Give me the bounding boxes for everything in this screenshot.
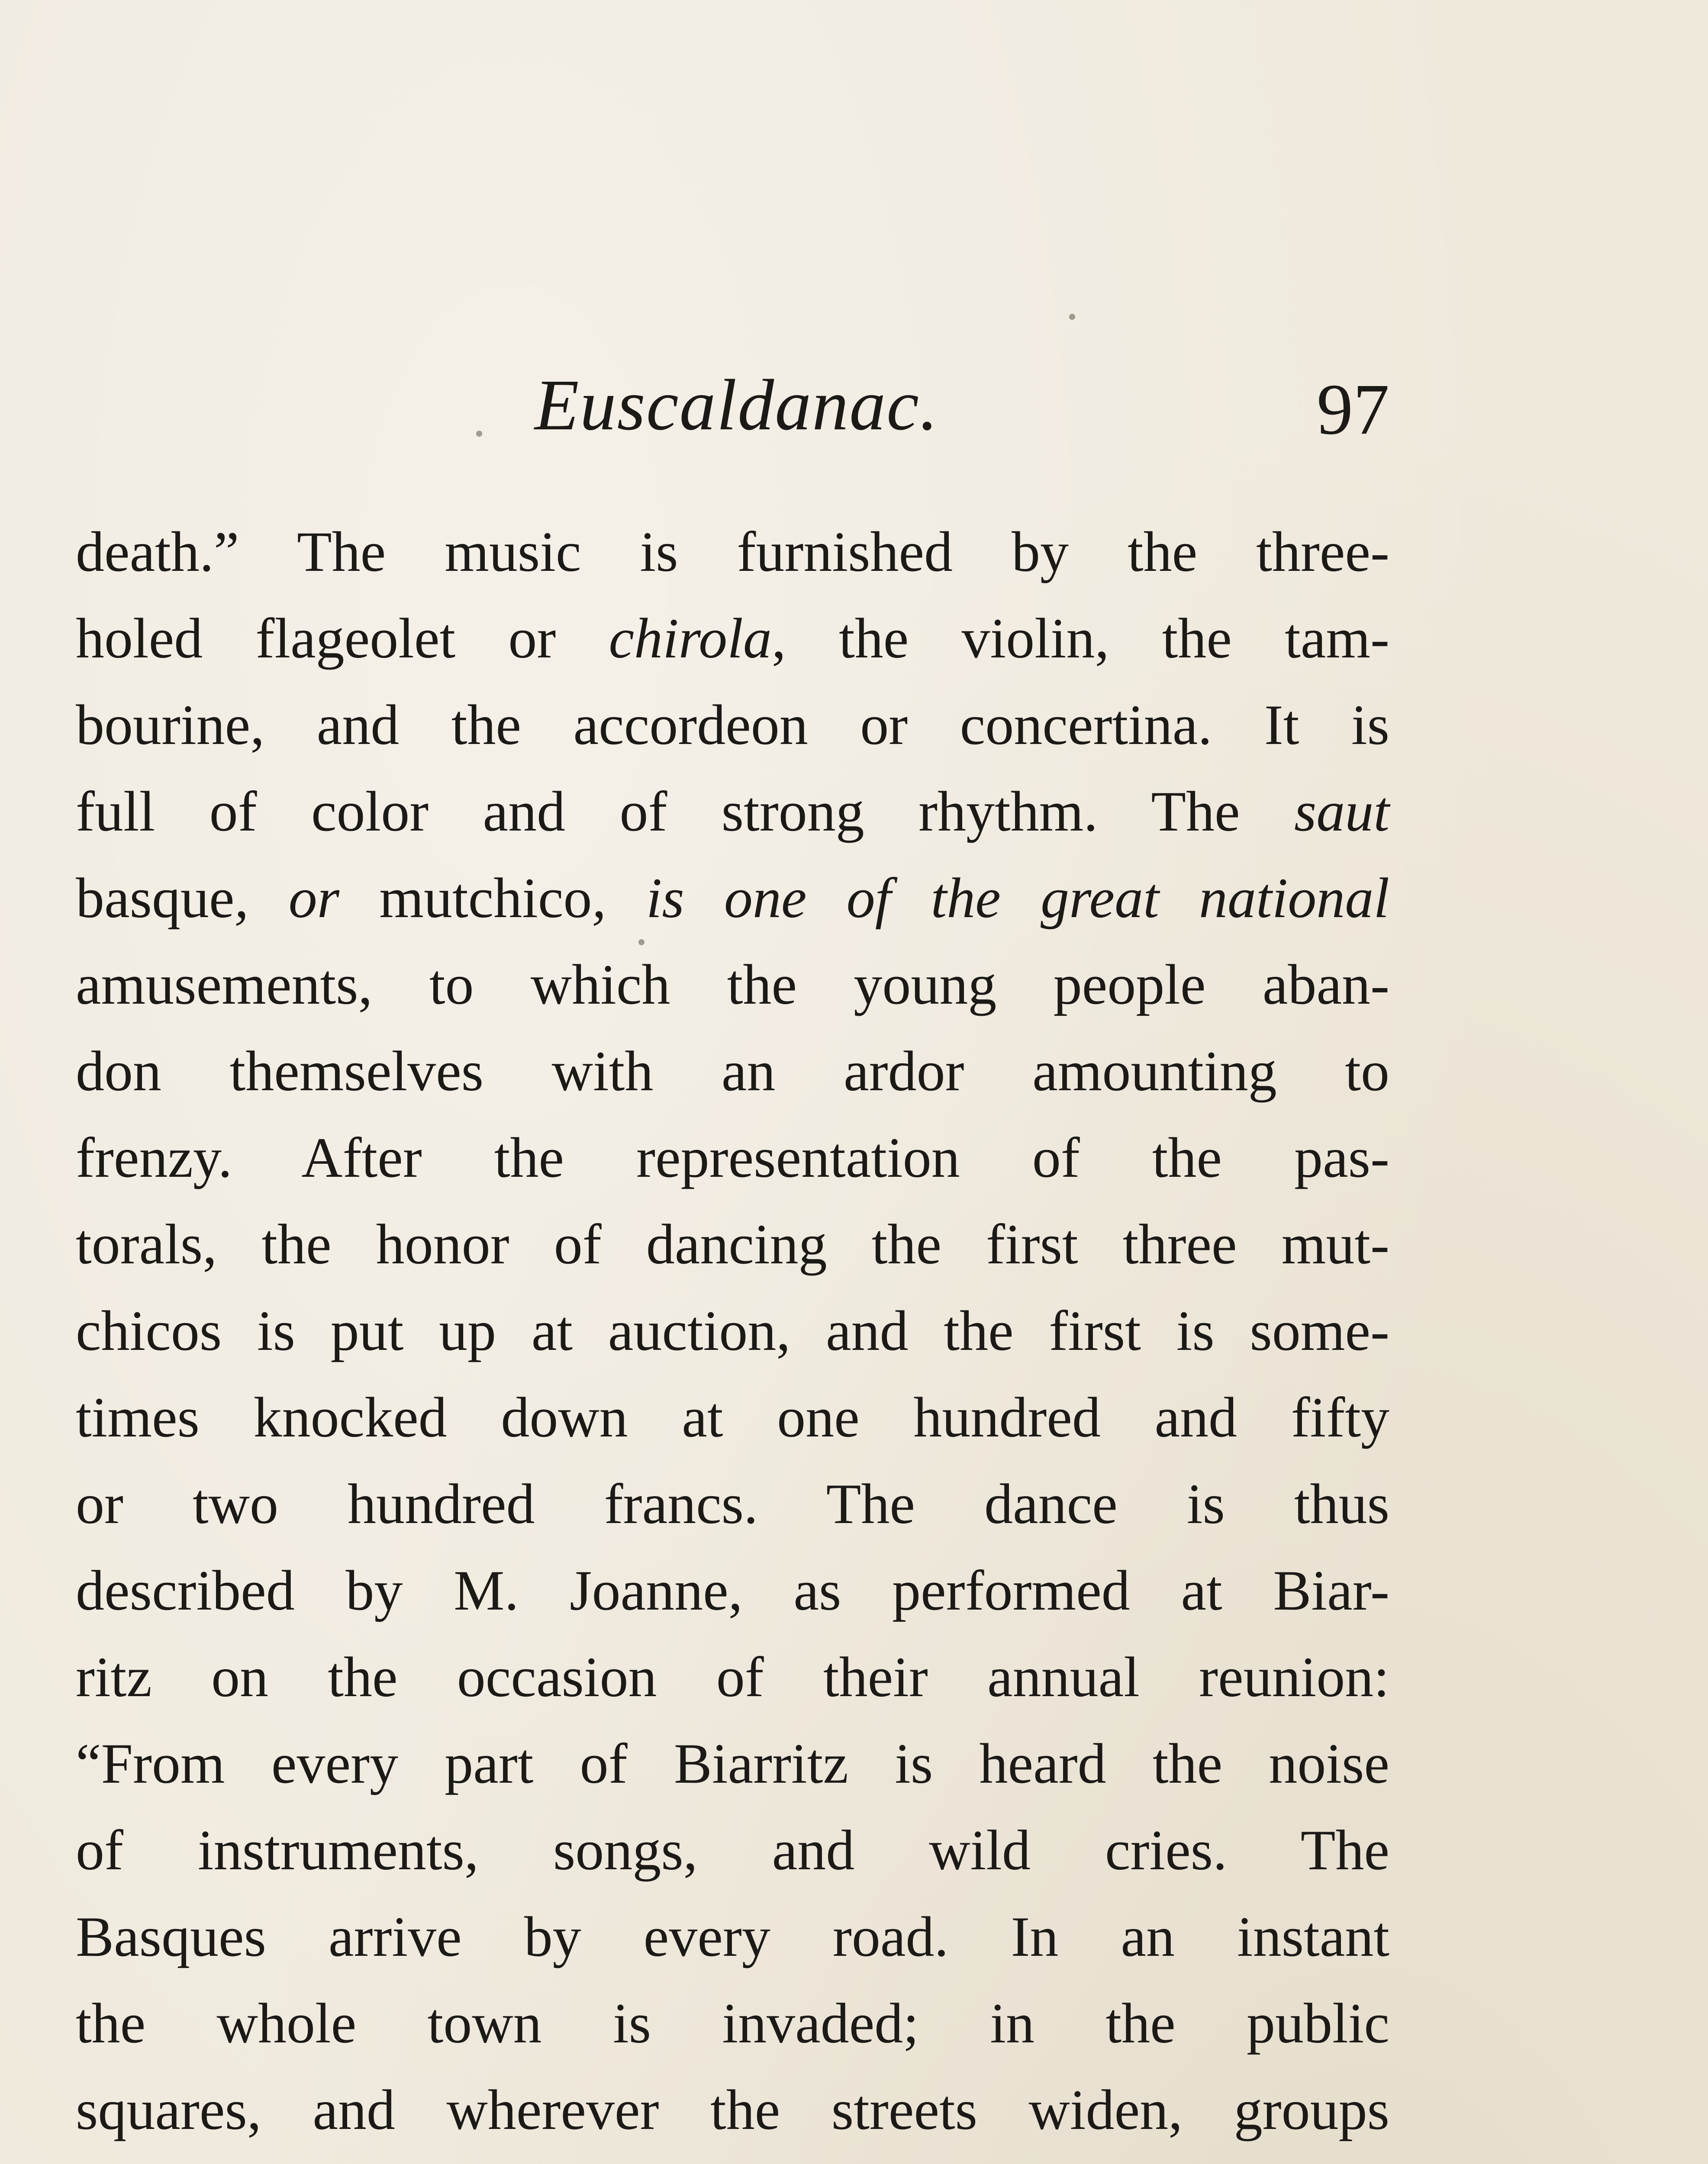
text-line: holed flageolet or chirola, the violin, the tam- [76, 606, 1390, 670]
text-line: ritz on the occasion of their annual reunion: [76, 1645, 1389, 1709]
text-line: “From every part of Biarritz is heard the noise [76, 1732, 1389, 1795]
text-line: Basques arrive by every road. In an instant [76, 1905, 1389, 1968]
text-line: described by M. Joanne, as performed at Biar- [76, 1559, 1389, 1622]
text-line: bourine, and the accordeon or concertina. It is [76, 693, 1389, 757]
text-line: death.” The music is furnished by the three- [76, 520, 1389, 583]
text-line: chicos is put up at auction, and the first is some- [76, 1299, 1389, 1362]
running-title: Euscaldanac. [535, 365, 939, 445]
text-line: full of color and of strong rhythm. The saut [76, 779, 1389, 843]
page-number: 97 [1317, 369, 1389, 450]
paper-speck [476, 431, 482, 437]
text-line: torals, the honor of dancing the first three mut- [76, 1212, 1389, 1276]
italic-term: , is one of the great national [592, 866, 1389, 930]
text-line: don themselves with an ardor amounting to [76, 1039, 1389, 1103]
running-head [76, 355, 1389, 450]
text-line: basque, or mutchico, is one of the great national [76, 866, 1389, 930]
text-line: amusements, to which the young people aban- [76, 953, 1389, 1016]
italic-term: chirola [609, 606, 772, 670]
paper-speck [638, 939, 645, 945]
italic-term: , or [234, 866, 380, 930]
italic-term: saut [1294, 779, 1389, 843]
text-line: or two hundred francs. The dance is thus [76, 1472, 1389, 1536]
text-line: squares, and wherever the streets widen, groups [76, 2078, 1389, 2141]
text-line: times knocked down at one hundred and fifty [76, 1385, 1389, 1449]
text-line: of instruments, songs, and wild cries. The [76, 1818, 1389, 1882]
text-line: the whole town is invaded; in the public [76, 1991, 1389, 2055]
text-line [76, 2153, 1389, 2164]
paper-speck [1069, 314, 1075, 320]
body-text [76, 509, 1389, 2164]
text-line: frenzy. After the representation of the pas- [76, 1126, 1389, 1189]
